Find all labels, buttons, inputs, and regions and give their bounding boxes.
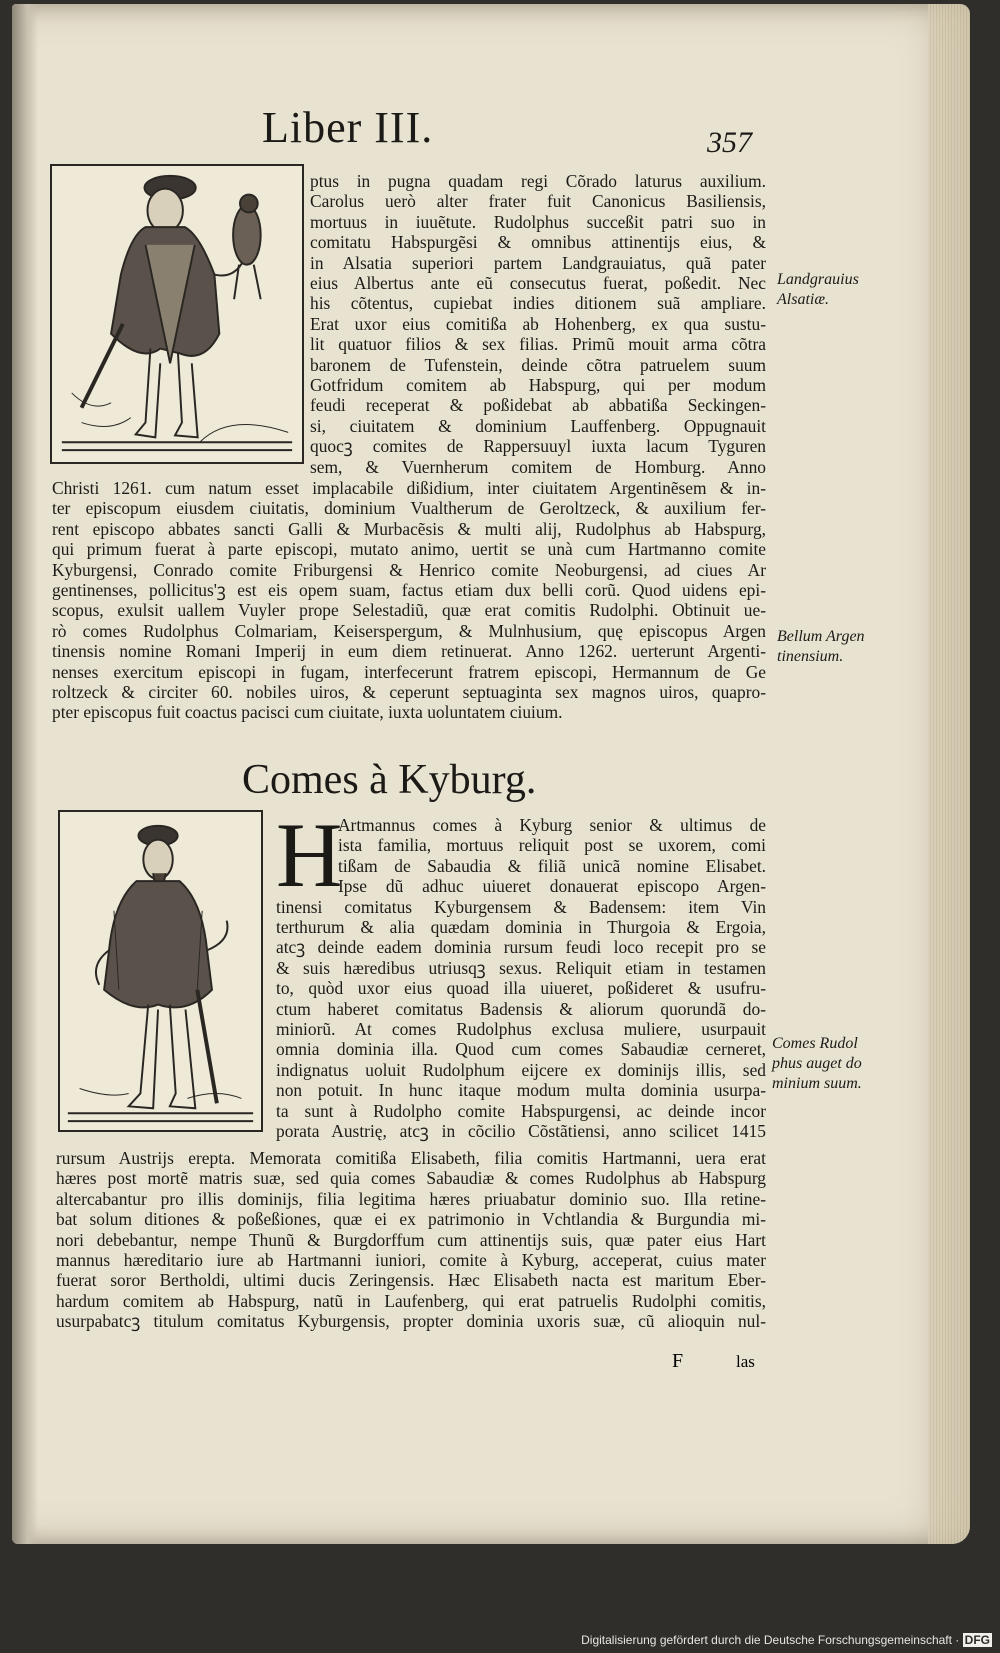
text-line: qui primum fuerat à parte episcopi, mutato animo, uertit se unà cum Hartmanno comite [52,539,766,560]
text-line: indignatus uoluit Rudolphum eijcere ex dominijs illis, sed [276,1059,766,1080]
man-with-falcon-woodcut-icon [50,164,304,464]
text-line: porata Austrię, atcꝫ in cõcilio Cõstãtiensi, anno scilicet 1415 [276,1121,766,1142]
text-line: to, quòd uxor eius quoad illa uiueret, poßideret & usufru- [276,978,766,999]
text-line: his cõtentus, cupiebat indies ditionem suã ampliare. [310,293,766,314]
text-line: scopus, exulsit uallem Vuyler prope Selestadiũ, quæ erat comitis Rudolphi. Obtinuit ue- [52,600,766,621]
margin-note-comes-rudolphus [772,1034,882,1094]
margin-note-line: Comes Rudol [772,1035,858,1052]
text-line: feudi receperat & poßidebat ab abbatißa Seckingen- [310,395,766,416]
text-line: mannus hæreditario iure ab Hartmanni iuniori, comite à Kyburg, acceperat, cuius mater [56,1250,766,1271]
paragraph-1-wrapped [310,171,766,477]
text-line: hardum comitem ab Habspurg, natũ in Laufenberg, qui erat patruelis Rudolphi comitis, [56,1290,766,1311]
text-line: nori debebantur, nempe Thunũ & Burgdorffum cum attinentijs suis, quæ pater eius Hart [56,1229,766,1250]
text-line: Erat uxor eius comitißa ab Hohenberg, ex qua sustu- [310,313,766,334]
catchword: las [736,1352,755,1371]
running-header-title: Liber III. [262,103,434,152]
text-line: comitatu Habspurgẽsi & omnibus attinentijs eius, & [310,232,766,253]
footer-text: Digitalisierung gefördert durch die Deutsche Forschungsgemeinschaft · [581,1633,960,1647]
dfg-logo-icon: DFG [964,1633,990,1647]
gutter-shadow [12,4,38,1544]
text-line: fuerat soror Bertholdi, ultimi ducis Zeringensis. Hæc Elisabeth nacta est maritum Eber- [56,1270,766,1291]
text-line: Christi 1261. cum natum esset implacabile dißidium, inter ciuitatem Argentinẽsem & in- [52,478,766,498]
margin-note-line: Bellum Argen [777,628,865,645]
page-number: 357 [707,126,752,159]
paragraph-1-full [52,478,766,723]
text-line: rent episcopo abbates sancti Galli & Murbacẽsis & multi alij, Rudolphus ab Habspurg, [52,518,766,539]
nobleman-with-staff-woodcut-icon [58,810,263,1132]
text-line: roltzeck & circiter 60. nobiles uiros, & ceperunt septuaginta sex magnos uiros, quapro- [52,682,766,703]
text-line: Carolus uerò alter frater fuit Canonicus Basiliensis, [310,191,766,212]
text-line: mortuus in iuuẽtute. Rudolphus succeßit patri suo in [310,211,766,232]
text-line: terthurum & alia quædam dominia in Thurgoia & Ergoia, [276,917,766,938]
text-line: hæres post mortẽ matris suæ, sed quia comes Sabaudiæ & comes Rudolphus ab Habspurg [56,1168,766,1189]
text-line: eius Albertus ante eũ consecutus fuerat, poßedit. Nec [310,273,766,294]
signature-mark: F [672,1350,684,1372]
text-line: gentinenses, pollicitus'ꝫ est eis opem suam, factus etiam dux belli corũ. Quod uidens epi- [52,580,766,601]
text-line: omnia dominia illa. Quod cum comes Sabaudiæ cerneret, [276,1039,766,1060]
text-line: sem, & Vuernherum comitem de Homburg. Anno [310,456,766,477]
text-line: lit quatuor filios & sex filias. Primũ mouit arma cõtra [310,334,766,355]
text-line: ptus in pugna quadam regi Cõrado laturus auxilium. [310,171,766,191]
text-line: non potuit. In hunc itaque modum multa dominia usurpa- [276,1080,766,1101]
text-line: quocꝫ comites de Rappersuuyl iuxta lacum Tyguren [310,436,766,457]
text-line: Gotfridum comitem ab Habspurg, qui per modum [310,375,766,396]
text-line: ta sunt à Rudolpho comite Habspurgensi, ac deinde incor [276,1100,766,1121]
margin-note-bellum [777,627,887,667]
text-line: miniorũ. At comes Rudolphus exclusa muliere, usurpauit [276,1019,766,1040]
text-line: & suis hæredibus utriusqꝫ sexus. Reliquit etiam in testamen [276,957,766,978]
text-line: ista familia, mortuus reliquit post se uxorem, comi [338,835,766,856]
digitization-footer [581,1633,992,1647]
margin-note-landgrauius [777,270,887,310]
text-line: in Alsatia superiori partem Landgrauiatus, quã pater [310,252,766,273]
book-page [12,4,970,1544]
paragraph-2-full [56,1148,766,1332]
text-line: ctum haberet comitatus Badensis & aliorum quorundã do- [276,998,766,1019]
text-line: Ipse dũ adhuc uiueret donauerat episcopo Argen- [338,876,766,897]
text-line: altercabantur pro illis dominijs, filia legitima hæres priuabatur dominio suo. Illa retine- [56,1188,766,1209]
text-line: atcꝫ deinde eadem dominia rursum feudi loco recepit pro se [276,937,766,958]
text-line: tinensi comitatus Kyburgensem & Badensem: item Vin [276,896,766,917]
text-line: Kyburgensi, Conrado comite Friburgensi & Henrico comite Neoburgensi, ad ciues Ar [52,559,766,580]
text-line: rò comes Rudolphus Colmariam, Keiserspergum, & Mulnhusium, quę episcopus Argen [52,620,766,641]
text-line: pter episcopus fuit coactus pacisci cum ciuitate, iuxta uoluntatem ciuium. [52,702,563,723]
margin-note-line: tinensium. [777,648,844,665]
section-heading: Comes à Kyburg. [242,757,537,803]
page-edges [928,4,970,1544]
text-line: nenses exercitum episcopi in fugam, interfecerunt fratrem episcopi, Hermannum de Ge [52,661,766,682]
text-line: tinensis nomine Romani Imperij in eum diem retinuerat. Anno 1262. uerterunt Argenti- [52,641,766,662]
drop-cap: H [276,804,343,906]
text-line: baronem de Tufenstein, deinde cõtra patruelem suum [310,354,766,375]
text-line: rursum Austrijs erepta. Memorata comitißa Elisabeth, filia comitis Hartmanni, uera erat [56,1148,766,1168]
margin-note-line: minium suum. [772,1075,862,1092]
text-line: Artmannus comes à Kyburg senior & ultimus de [338,815,766,835]
text-line: ter episcopum eiusdem ciuitatis, dominium Vualtherum de Geroltzeck, & auxilium fer- [52,498,766,519]
text-line: bat solum ditiones & poßeßiones, quæ ei ex patrimonio in Vchtlandia & Burgundia mi- [56,1209,766,1230]
margin-note-line: phus auget do [772,1055,862,1072]
margin-note-line: Landgrauius [777,271,859,288]
text-line: si, ciuitatem & dominium Lauffenberg. Oppugnauit [310,415,766,436]
text-line: tißam de Sabaudia & filiã unicã nomine Elisabet. [338,855,766,876]
text-line: usurpabatcꝫ titulum comitatus Kyburgensis, propter dominia uxoris suæ, cũ alioquin nul- [56,1311,766,1332]
margin-note-line: Alsatiæ. [777,291,830,308]
paragraph-2-wrapped [276,804,766,1142]
